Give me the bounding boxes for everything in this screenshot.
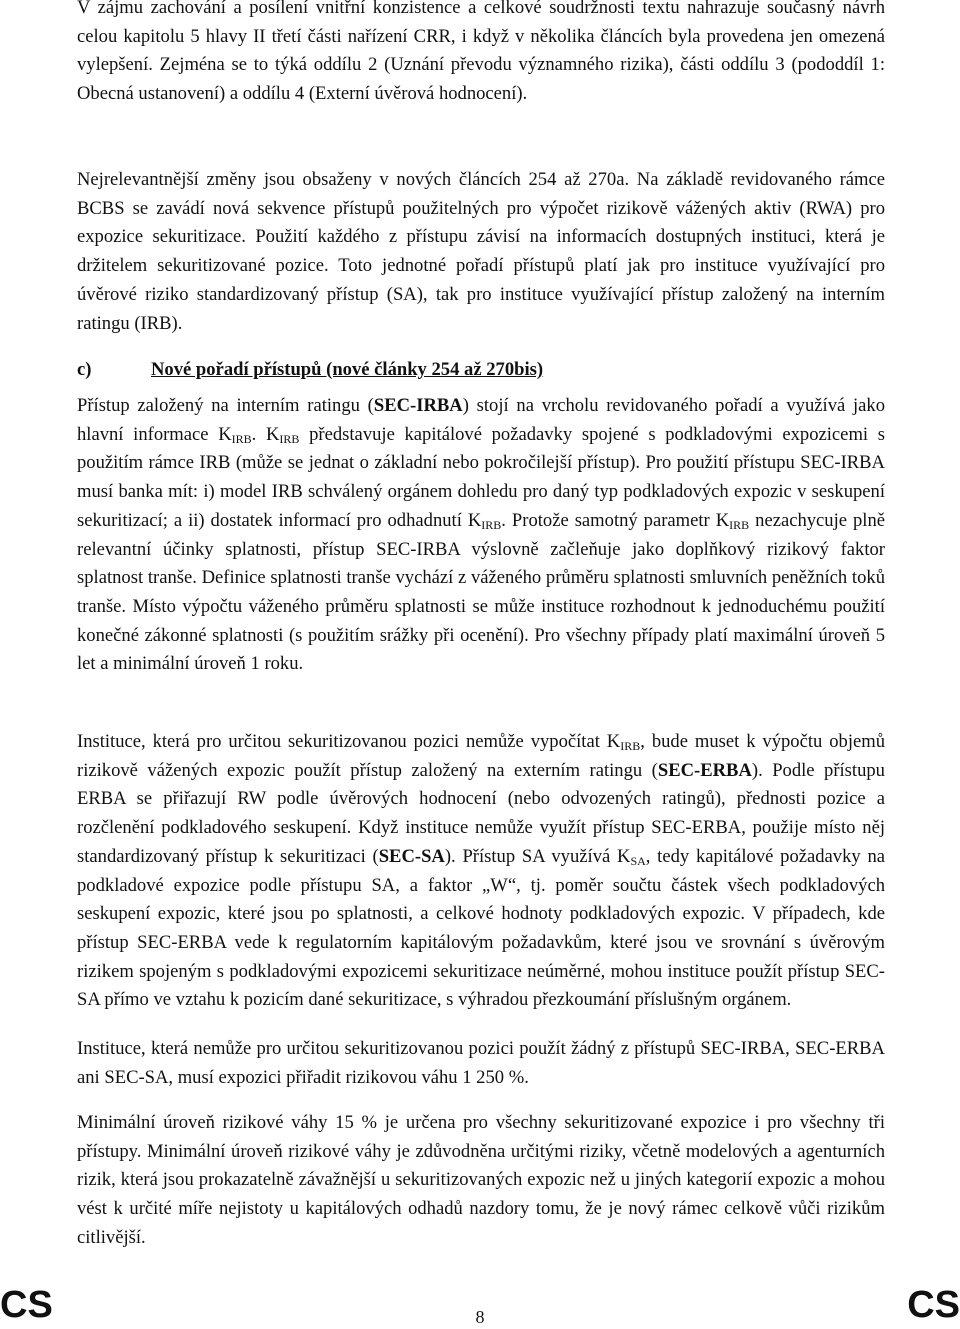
bold-term: SEC-SA (378, 845, 445, 867)
text-run: , tedy kapitálové požadavky na podkladové expozice podle přístupu SA, a faktor „W“, tj. poměr součtu částek všech podkladových seskupení expozic, které jsou po splatnosti, a celkové hodnoty podkladových expozic. V případech, kde přístup SEC-ERBA vede k regulatorním kapitálovým požadavkům, které jsou ve srovnání s úvěrovým rizikem spojeným s podkladovými expozicemi sekuritizace neúměrné, mohou instituce použít přístup SEC-SA přímo ve vztahu k pozicím dané sekuritizace, s výhradou přezkoumání příslušným orgánem. (77, 845, 885, 1011)
footer-language-code-left: CS (0, 1284, 53, 1326)
section-heading-title: Nové pořadí přístupů (nové články 254 až 270bis) (151, 359, 544, 380)
page-number: 8 (475, 1307, 485, 1327)
text-run: ) stojí na vrcholu revidovaného pořadí a využívá jako hlavní informace K (77, 395, 885, 445)
subscript: IRB (279, 431, 300, 446)
text-run: Přístup založený na interním ratingu ( (77, 395, 374, 416)
footer-language-code-right: CS (907, 1284, 960, 1326)
section-heading-label: c) (77, 359, 92, 380)
text-run: . Protože samotný parametr K (501, 509, 730, 531)
paragraph-relevant-changes: Nejrelevantnější změny jsou obsaženy v nových článcích 254 až 270a. Na základě revidovaného rámce BCBS se zavádí nová sekvence přístupů použitelných pro výpočet rizikově vážených aktiv (RWA) pro expozice sekuritizace. Použití každého z přístupu závisí na informacích dostupných instituci, která je držitelem sekuritizované pozice. Toto jednotné pořadí přístupů platí jak pro instituce využívající pro úvěrové riziko standardizovaný přístup (SA), tak pro instituce využívající přístup založený na interním ratingu (IRB). (77, 169, 885, 334)
paragraph-minimum-risk-weight: Minimální úroveň rizikové váhy 15 % je určena pro všechny sekuritizované expozice i pro všechny tři přístupy. Minimální úroveň rizikové váhy je zdůvodněna určitými riziky, včetně modelových a agenturních rizik, která jsou prokazatelně závažnější u sekuritizovaných expozic než u jiných kategorií expozic a mohou vést k určité míře nejistoty u kapitálových odhadů nazdory tomu, že je nový rámec celkově vůči rizikům citlivější. (77, 1112, 885, 1248)
text-run: nezachycuje plně relevantní účinky splatnosti, přístup SEC-IRBA výslovně začleňuje jako doplňkový rizikový faktor splatnost tranše. Definice splatnosti tranše vychází z váženého průměru splatnosti smluvních peněžních toků tranše. Místo výpočtu váženého průměru splatnosti se může instituce rozhodnout k jednoduchému použití konečné zákonné splatnosti (s použitím srážky při ocenění). Pro všechny případy platí maximální úroveň 5 let a minimální úroveň 1 roku. (77, 509, 886, 675)
section-heading (77, 356, 885, 384)
subscript: IRB (231, 431, 252, 446)
paragraph-sec-irba (77, 392, 885, 679)
text-run: . K (251, 423, 280, 445)
text-run: ). Podle přístupu ERBA se přiřazují RW podle úvěrových hodnocení (nebo odvozených ratingů), přednosti pozice a rozčlenění podkladového seskupení. Když instituce nemůže využít přístup SEC-ERBA, použije místo něj standardizovaný přístup k sekuritizaci ( (77, 759, 885, 867)
paragraph-sec-erba (77, 728, 885, 1015)
text-run: představuje kapitálové požadavky spojené s podkladovými expozicemi s použitím rámce IRB (může se jednat o základní nebo pokročilejší přístup). Pro použití přístupu SEC-IRBA musí banka mít: i) model IRB schválený orgánem dohledu pro daný typ podkladových expozic v seskupení sekuritizací; a ii) dostatek informací pro odhadnutí K (77, 423, 885, 531)
subscript: IRB (729, 517, 750, 532)
text-run: ). Přístup SA využívá K (444, 845, 631, 867)
subscript: IRB (620, 739, 641, 753)
paragraph-risk-weight-1250: Instituce, která nemůže pro určitou sekuritizovanou pozici použít žádný z přístupů SEC-IRBA, SEC-ERBA ani SEC-SA, musí expozici přiřadit rizikovou váhu 1 250 %. (77, 1038, 885, 1088)
text-run: Instituce, která pro určitou sekuritizovanou pozici nemůže vypočítat K (77, 731, 621, 752)
bold-term: SEC-ERBA (657, 759, 752, 781)
subscript: SA (630, 853, 646, 868)
text-run: , bude muset k výpočtu objemů rizikově vážených expozic použít přístup založený na externím ratingu ( (77, 731, 885, 781)
subscript: IRB (481, 517, 502, 532)
bold-term: SEC-IRBA (373, 395, 463, 416)
paragraph-intro: V zájmu zachování a posílení vnitřní konzistence a celkové soudržnosti textu nahrazuje současný návrh celou kapitolu 5 hlavy II třetí části nařízení CRR, i když v několika článcích byla provedena jen omezená vylepšení. Zejména se to týká oddílu 2 (Uznání převodu významného rizika), části oddílu 3 (pododdíl 1: Obecná ustanovení) a oddílu 4 (Externí úvěrová hodnocení). (77, 0, 885, 105)
